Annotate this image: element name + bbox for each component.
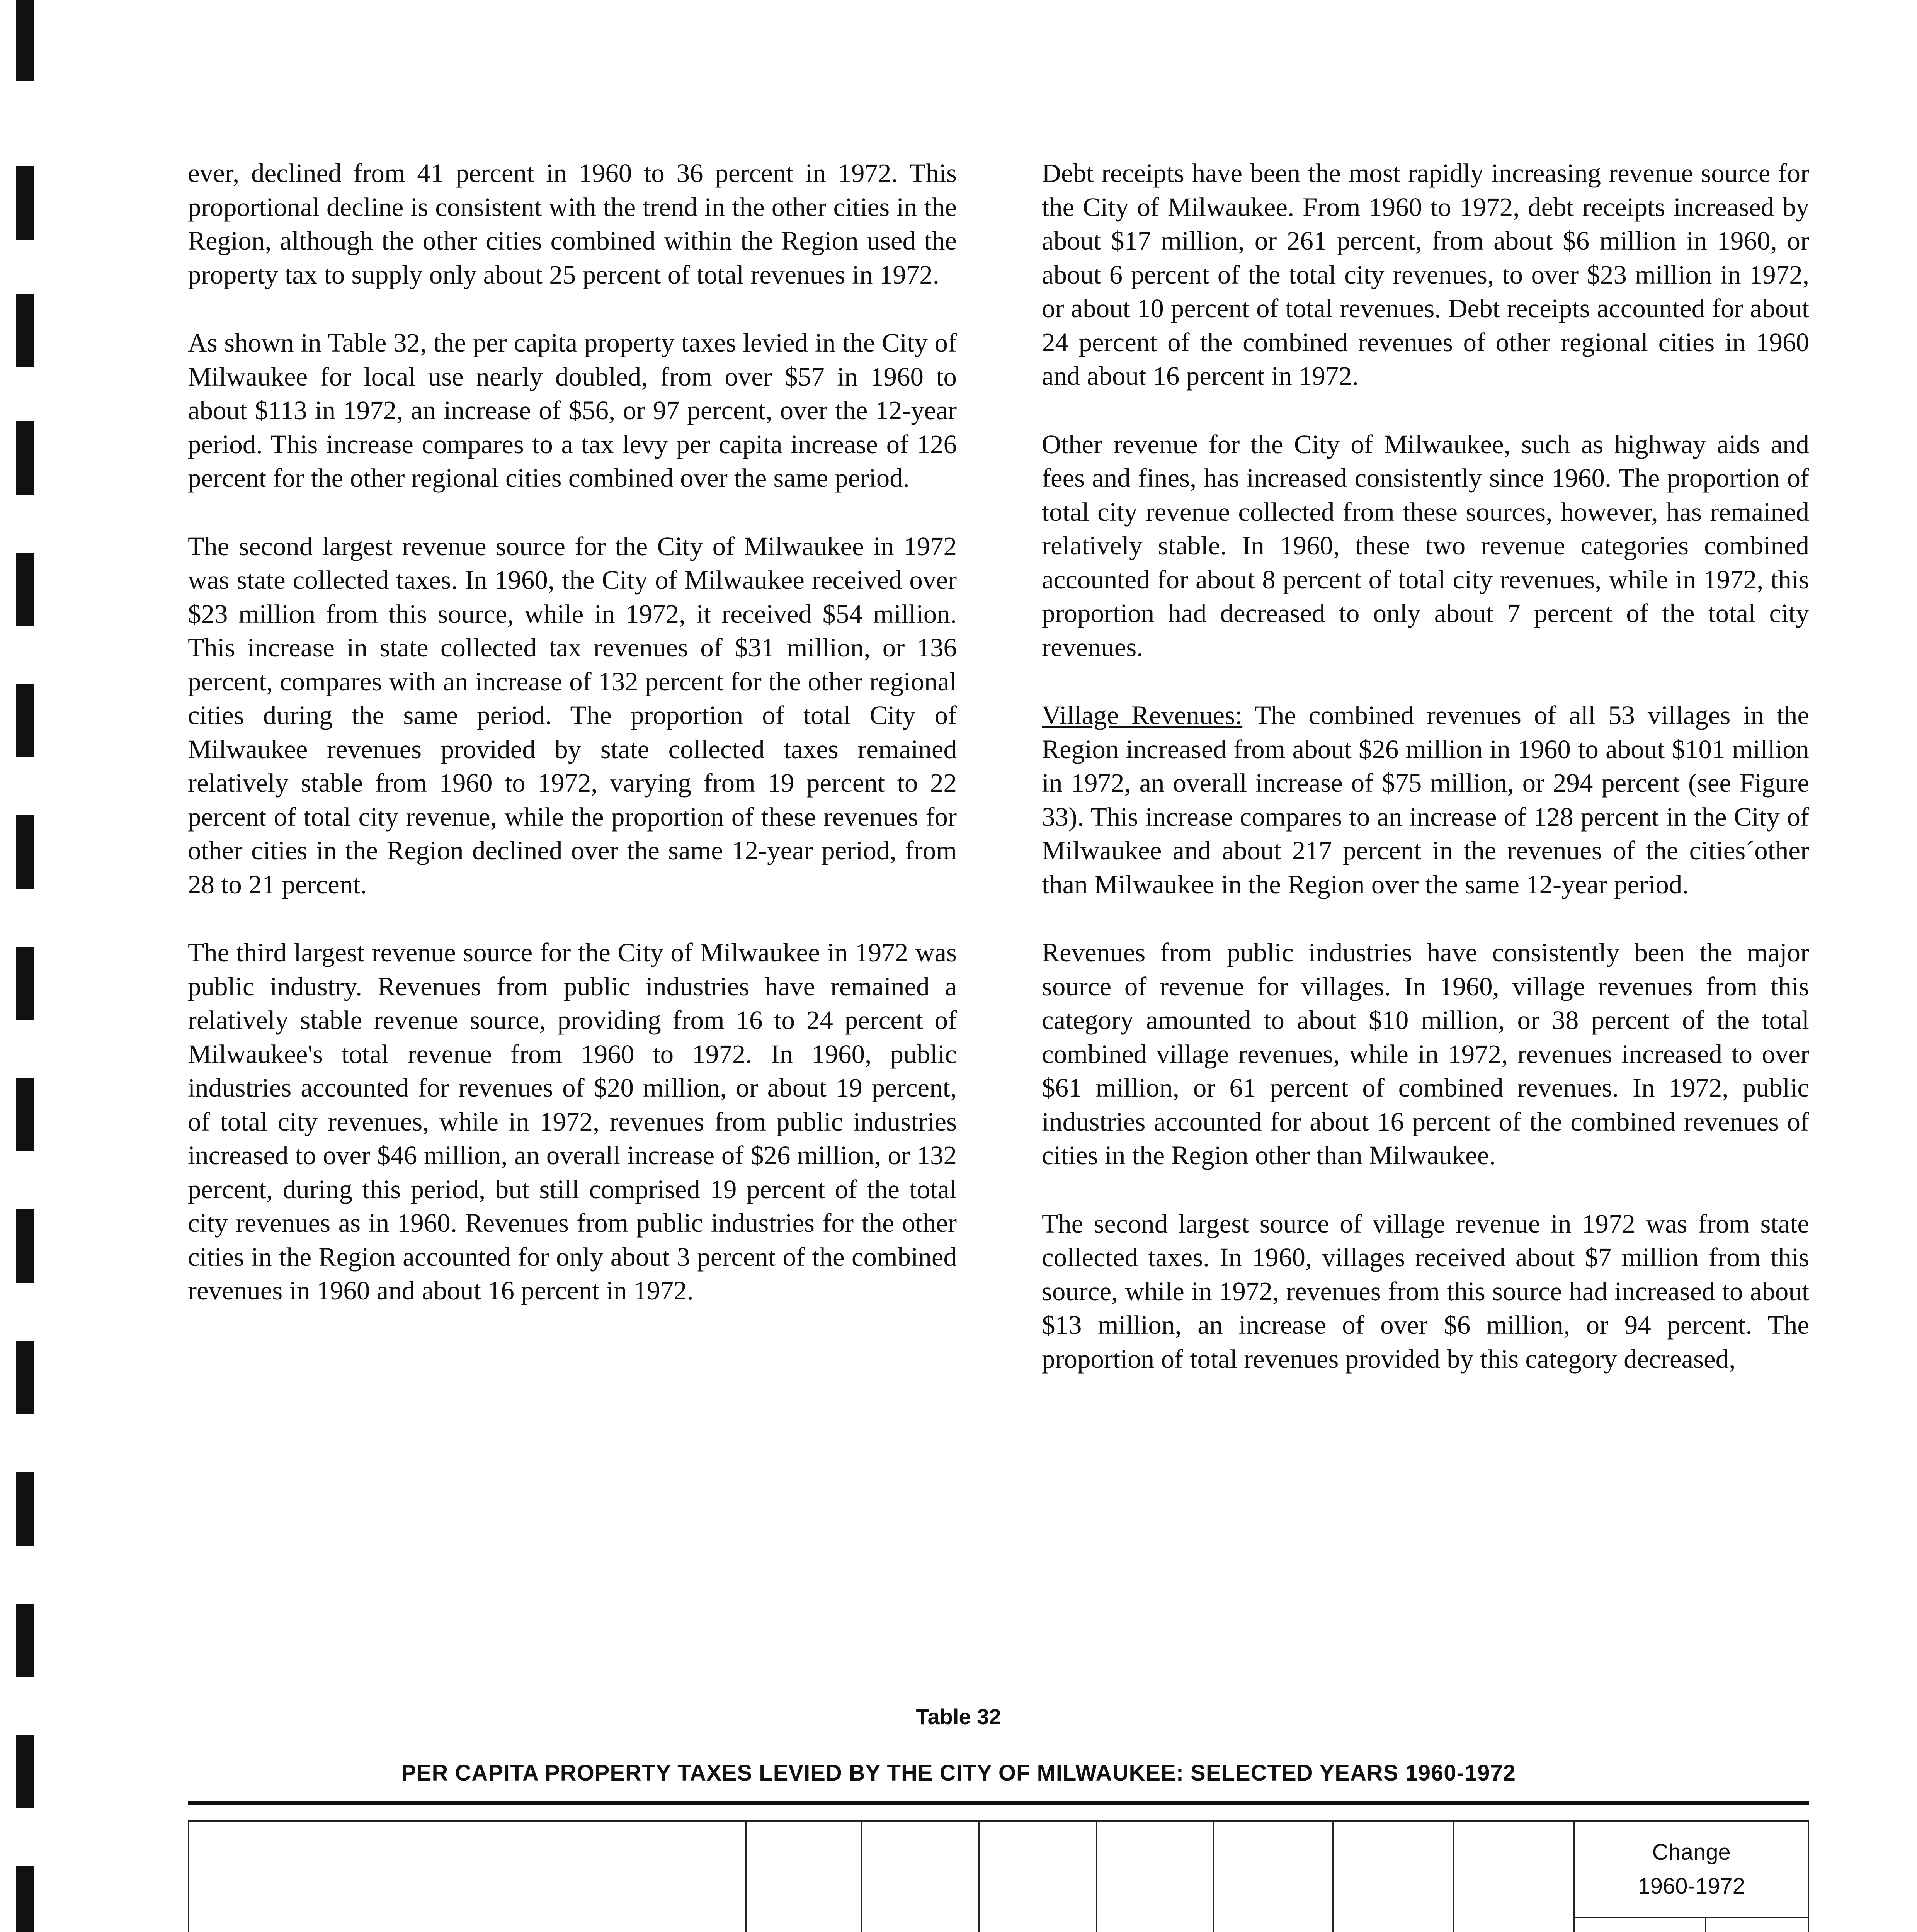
year-header xyxy=(861,1821,979,1932)
right-text-column xyxy=(1042,156,1809,1410)
binder-mark xyxy=(16,0,34,81)
paragraph xyxy=(1042,699,1809,901)
year-header xyxy=(1453,1821,1574,1932)
stub-header xyxy=(189,1821,746,1932)
percent-header xyxy=(1706,1918,1808,1932)
binder-mark xyxy=(16,1604,34,1677)
binder-mark xyxy=(16,1078,34,1151)
binder-mark xyxy=(16,553,34,626)
change-header: Change 1960-1972 xyxy=(1574,1821,1808,1918)
table-title: PER CAPITA PROPERTY TAXES LEVIED BY THE CITY OF MILWAUKEE: SELECTED YEARS 1960-1972 xyxy=(401,1760,1516,1786)
section-heading-village-revenues: Village Revenues: xyxy=(1042,701,1243,730)
binder-mark xyxy=(16,684,34,757)
paragraph: The second largest revenue source for the City of Milwaukee in 1972 was state collected taxes. In 1960, the City of Milwaukee received over $23 million from this source, while in 1972, it received $54 million. This increase in state collected tax revenues of $31 million, or 136 percent, compares with an increase of 132 percent for the other regional cities during the same period. The proportion of total City of Milwaukee revenues provided by state collected taxes remained relatively stable from 1960 to 1972, varying from 19 percent to 22 percent of total city revenue, while the proportion of these revenues for other cities in the Region declined over the same 12-year period, from 28 to 21 percent. xyxy=(188,531,957,899)
property-tax-table xyxy=(188,1820,1809,1932)
binder-mark xyxy=(16,1209,34,1283)
binder-mark xyxy=(16,294,34,367)
paragraph: Revenues from public industries have consistently been the major source of revenue for villages. In 1960, village revenues from this category amounted to about $10 million, or 38 percent of the total combined village revenues, while in 1972, revenues increased to over $61 million, or 61 percent of combined revenues. In 1972, public industries accounted for about 16 percent of the combined revenues of cities in the Region other than Milwaukee. xyxy=(1042,938,1809,1170)
year-header xyxy=(979,1821,1096,1932)
year-header xyxy=(1214,1821,1333,1932)
absolute-header xyxy=(1574,1918,1706,1932)
paragraph: The second largest source of village revenue in 1972 was from state collected taxes. In 1960, villages received about $7 million from this source, while in 1972, revenues from this source had increased to about $13 million, an increase of over $6 million, or 94 percent. The proportion of total revenues provided by this category decreased, xyxy=(1042,1209,1809,1374)
year-header xyxy=(746,1821,861,1932)
paragraph: ever, declined from 41 percent in 1960 to 36 percent in 1972. This proportional decline is consistent with the trend in the other cities in the Region, although the other cities combined within the Region used the property tax to supply only about 25 percent of total revenues in 1972. xyxy=(188,158,957,289)
left-text-column xyxy=(188,156,957,1342)
binder-mark xyxy=(16,947,34,1020)
paragraph: Debt receipts have been the most rapidly increasing revenue source for the City of Milwaukee. From 1960 to 1972, debt receipts increased by about $17 million, or 261 percent, from about $6 million in 1960, or about 6 percent of the total city revenues, to over $23 million in 1972, or about 10 percent of total revenues. Debt receipts accounted for about 24 percent of the combined revenues of other regional cities in 1960 and about 16 percent in 1972. xyxy=(1042,158,1809,391)
binder-mark xyxy=(16,166,34,240)
paragraph: The third largest revenue source for the City of Milwaukee in 1972 was public industry. Revenues from public industries have remained a relatively stable revenue source, providing from 16 to 24 percent of Milwaukee's total revenue from 1960 to 1972. In 1960, public industries accounted for revenues of $20 million, or about 19 percent, of total city revenues, while in 1972, revenues from public industries increased to over $46 million, an overall increase of $26 million, or 132 percent, during this period, but still comprised 19 percent of the total city revenues as in 1960. Revenues from public industries for the other cities in the Region accounted for only about 3 percent of the combined revenues in 1960 and about 16 percent in 1972. xyxy=(188,938,957,1305)
binder-mark xyxy=(16,1341,34,1414)
year-header xyxy=(1097,1821,1214,1932)
paragraph: As shown in Table 32, the per capita property taxes levied in the City of Milwaukee for local use nearly doubled, from over $57 in 1960 to about $113 in 1972, an increase of $56, or 97 percent, over the 12-year period. This increase compares to a tax levy per capita increase of 126 percent for the other regional cities combined over the same period. xyxy=(188,328,957,493)
binder-mark xyxy=(16,1866,34,1932)
binder-mark xyxy=(16,1472,34,1546)
table-top-rule xyxy=(188,1801,1809,1805)
binder-mark xyxy=(16,421,34,495)
table-label: Table 32 xyxy=(916,1704,1001,1729)
paragraph: Other revenue for the City of Milwaukee, such as highway aids and fees and fines, has increased consistently since 1960. The proportion of total city revenue collected from these sources, however, has remained relatively stable. In 1960, these two revenue categories combined accounted for about 8 percent of total city revenues, while in 1972, this proportion had decreased to only about 7 percent of the total city revenues. xyxy=(1042,429,1809,662)
year-header xyxy=(1333,1821,1454,1932)
paragraph-body: The combined revenues of all 53 villages in the Region increased from about $26 million in 1960 to about $101 million in 1972, an overall increase of $75 million, or 294 percent (see Figure 33). This increase compares to an increase of 128 percent in the City of Milwaukee and about 217 percent in the revenues of the cities´other than Milwaukee in the Region over the same 12-year period. xyxy=(1042,701,1809,899)
binder-mark xyxy=(16,815,34,889)
